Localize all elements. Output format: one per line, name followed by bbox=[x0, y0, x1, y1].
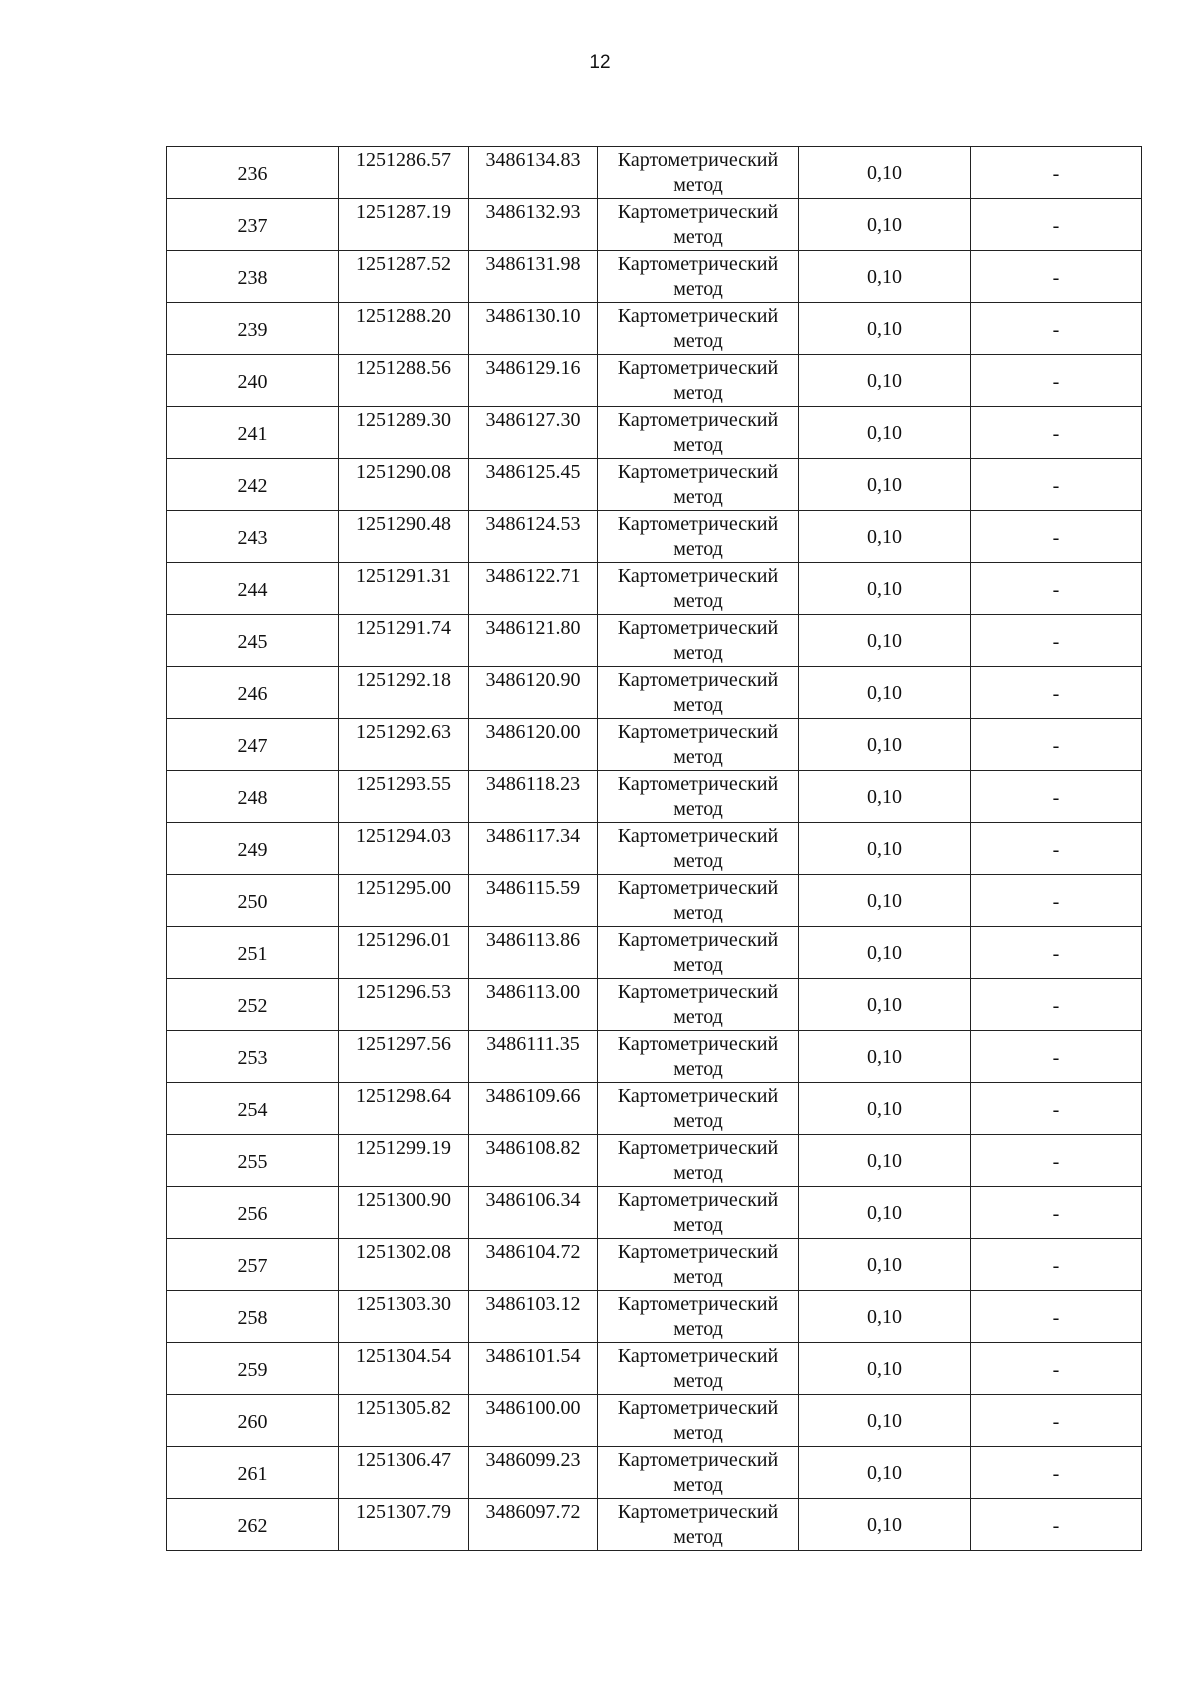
note-cell: - bbox=[971, 199, 1142, 251]
table-row bbox=[167, 875, 1142, 927]
method-line-1: Картометрический bbox=[617, 253, 779, 275]
note-cell: - bbox=[971, 615, 1142, 667]
method-line-1: Картометрический bbox=[617, 1189, 779, 1211]
point-number-cell: 251 bbox=[167, 927, 339, 979]
note-cell: - bbox=[971, 407, 1142, 459]
method-cell bbox=[598, 1395, 799, 1447]
note-cell: - bbox=[971, 719, 1142, 771]
x-coordinate-cell: 1251303.30 bbox=[339, 1291, 469, 1343]
accuracy-cell: 0,10 bbox=[799, 1395, 971, 1447]
y-coordinate-cell: 3486120.90 bbox=[469, 667, 598, 719]
table-row bbox=[167, 1499, 1142, 1551]
accuracy-cell: 0,10 bbox=[799, 147, 971, 199]
point-number-cell: 262 bbox=[167, 1499, 339, 1551]
y-coordinate-cell: 3486106.34 bbox=[469, 1187, 598, 1239]
table-row bbox=[167, 1031, 1142, 1083]
point-number-cell: 238 bbox=[167, 251, 339, 303]
note-cell: - bbox=[971, 303, 1142, 355]
x-coordinate-cell: 1251291.74 bbox=[339, 615, 469, 667]
method-line-2: метод bbox=[673, 1370, 723, 1392]
note-cell: - bbox=[971, 1291, 1142, 1343]
point-number-cell: 244 bbox=[167, 563, 339, 615]
y-coordinate-cell: 3486104.72 bbox=[469, 1239, 598, 1291]
method-line-2: метод bbox=[673, 174, 723, 196]
accuracy-cell: 0,10 bbox=[799, 1447, 971, 1499]
y-coordinate-cell: 3486121.80 bbox=[469, 615, 598, 667]
table-row bbox=[167, 303, 1142, 355]
point-number-cell: 258 bbox=[167, 1291, 339, 1343]
note-cell: - bbox=[971, 1083, 1142, 1135]
method-line-1: Картометрический bbox=[617, 1293, 779, 1315]
table-row bbox=[167, 1083, 1142, 1135]
method-line-2: метод bbox=[673, 902, 723, 924]
y-coordinate-cell: 3486101.54 bbox=[469, 1343, 598, 1395]
method-cell bbox=[598, 355, 799, 407]
x-coordinate-cell: 1251305.82 bbox=[339, 1395, 469, 1447]
method-line-2: метод bbox=[673, 1266, 723, 1288]
method-line-2: метод bbox=[673, 642, 723, 664]
method-cell bbox=[598, 1239, 799, 1291]
method-line-1: Картометрический bbox=[617, 825, 779, 847]
point-number-cell: 254 bbox=[167, 1083, 339, 1135]
x-coordinate-cell: 1251286.57 bbox=[339, 147, 469, 199]
x-coordinate-cell: 1251307.79 bbox=[339, 1499, 469, 1551]
method-line-1: Картометрический bbox=[617, 1033, 779, 1055]
y-coordinate-cell: 3486100.00 bbox=[469, 1395, 598, 1447]
table-row bbox=[167, 1239, 1142, 1291]
x-coordinate-cell: 1251290.48 bbox=[339, 511, 469, 563]
y-coordinate-cell: 3486099.23 bbox=[469, 1447, 598, 1499]
x-coordinate-cell: 1251291.31 bbox=[339, 563, 469, 615]
accuracy-cell: 0,10 bbox=[799, 355, 971, 407]
method-cell bbox=[598, 771, 799, 823]
method-line-2: метод bbox=[673, 850, 723, 872]
x-coordinate-cell: 1251287.19 bbox=[339, 199, 469, 251]
coordinates-table bbox=[166, 146, 1142, 1551]
table-row bbox=[167, 147, 1142, 199]
method-line-2: метод bbox=[673, 330, 723, 352]
method-line-2: метод bbox=[673, 278, 723, 300]
x-coordinate-cell: 1251296.01 bbox=[339, 927, 469, 979]
method-cell bbox=[598, 615, 799, 667]
method-line-1: Картометрический bbox=[617, 1449, 779, 1471]
x-coordinate-cell: 1251300.90 bbox=[339, 1187, 469, 1239]
note-cell: - bbox=[971, 251, 1142, 303]
note-cell: - bbox=[971, 1239, 1142, 1291]
method-cell bbox=[598, 1083, 799, 1135]
method-line-1: Картометрический bbox=[617, 201, 779, 223]
accuracy-cell: 0,10 bbox=[799, 407, 971, 459]
accuracy-cell: 0,10 bbox=[799, 1291, 971, 1343]
method-line-1: Картометрический bbox=[617, 721, 779, 743]
method-cell bbox=[598, 199, 799, 251]
method-cell bbox=[598, 823, 799, 875]
accuracy-cell: 0,10 bbox=[799, 823, 971, 875]
method-line-1: Картометрический bbox=[617, 1085, 779, 1107]
method-line-2: метод bbox=[673, 1474, 723, 1496]
accuracy-cell: 0,10 bbox=[799, 459, 971, 511]
note-cell: - bbox=[971, 667, 1142, 719]
point-number-cell: 249 bbox=[167, 823, 339, 875]
method-line-2: метод bbox=[673, 590, 723, 612]
x-coordinate-cell: 1251293.55 bbox=[339, 771, 469, 823]
accuracy-cell: 0,10 bbox=[799, 719, 971, 771]
note-cell: - bbox=[971, 1031, 1142, 1083]
x-coordinate-cell: 1251304.54 bbox=[339, 1343, 469, 1395]
point-number-cell: 261 bbox=[167, 1447, 339, 1499]
method-cell bbox=[598, 719, 799, 771]
y-coordinate-cell: 3486122.71 bbox=[469, 563, 598, 615]
x-coordinate-cell: 1251288.56 bbox=[339, 355, 469, 407]
y-coordinate-cell: 3486111.35 bbox=[469, 1031, 598, 1083]
y-coordinate-cell: 3486113.00 bbox=[469, 979, 598, 1031]
accuracy-cell: 0,10 bbox=[799, 1239, 971, 1291]
method-line-2: метод bbox=[673, 1214, 723, 1236]
accuracy-cell: 0,10 bbox=[799, 1343, 971, 1395]
note-cell: - bbox=[971, 355, 1142, 407]
x-coordinate-cell: 1251296.53 bbox=[339, 979, 469, 1031]
point-number-cell: 255 bbox=[167, 1135, 339, 1187]
x-coordinate-cell: 1251287.52 bbox=[339, 251, 469, 303]
method-line-2: метод bbox=[673, 1110, 723, 1132]
accuracy-cell: 0,10 bbox=[799, 563, 971, 615]
note-cell: - bbox=[971, 511, 1142, 563]
method-line-2: метод bbox=[673, 1058, 723, 1080]
method-cell bbox=[598, 147, 799, 199]
method-line-1: Картометрический bbox=[617, 305, 779, 327]
table-row bbox=[167, 459, 1142, 511]
point-number-cell: 256 bbox=[167, 1187, 339, 1239]
table-row bbox=[167, 823, 1142, 875]
method-line-1: Картометрический bbox=[617, 149, 779, 171]
point-number-cell: 252 bbox=[167, 979, 339, 1031]
accuracy-cell: 0,10 bbox=[799, 667, 971, 719]
method-cell bbox=[598, 1187, 799, 1239]
point-number-cell: 259 bbox=[167, 1343, 339, 1395]
method-line-1: Картометрический bbox=[617, 565, 779, 587]
x-coordinate-cell: 1251288.20 bbox=[339, 303, 469, 355]
point-number-cell: 243 bbox=[167, 511, 339, 563]
point-number-cell: 239 bbox=[167, 303, 339, 355]
y-coordinate-cell: 3486117.34 bbox=[469, 823, 598, 875]
method-cell bbox=[598, 251, 799, 303]
y-coordinate-cell: 3486127.30 bbox=[469, 407, 598, 459]
table-row bbox=[167, 199, 1142, 251]
coordinates-table-body bbox=[167, 147, 1142, 1551]
method-line-2: метод bbox=[673, 486, 723, 508]
point-number-cell: 237 bbox=[167, 199, 339, 251]
method-line-1: Картометрический bbox=[617, 357, 779, 379]
table-row bbox=[167, 1135, 1142, 1187]
table-row bbox=[167, 667, 1142, 719]
method-line-1: Картометрический bbox=[617, 1345, 779, 1367]
note-cell: - bbox=[971, 1499, 1142, 1551]
y-coordinate-cell: 3486124.53 bbox=[469, 511, 598, 563]
y-coordinate-cell: 3486130.10 bbox=[469, 303, 598, 355]
method-line-2: метод bbox=[673, 954, 723, 976]
point-number-cell: 250 bbox=[167, 875, 339, 927]
point-number-cell: 241 bbox=[167, 407, 339, 459]
point-number-cell: 257 bbox=[167, 1239, 339, 1291]
point-number-cell: 248 bbox=[167, 771, 339, 823]
method-cell bbox=[598, 667, 799, 719]
method-line-1: Картометрический bbox=[617, 1241, 779, 1263]
accuracy-cell: 0,10 bbox=[799, 1083, 971, 1135]
x-coordinate-cell: 1251297.56 bbox=[339, 1031, 469, 1083]
table-row bbox=[167, 355, 1142, 407]
method-line-2: метод bbox=[673, 1162, 723, 1184]
note-cell: - bbox=[971, 979, 1142, 1031]
method-cell bbox=[598, 407, 799, 459]
method-cell bbox=[598, 563, 799, 615]
table-row bbox=[167, 927, 1142, 979]
point-number-cell: 253 bbox=[167, 1031, 339, 1083]
note-cell: - bbox=[971, 927, 1142, 979]
method-line-1: Картометрический bbox=[617, 617, 779, 639]
method-line-1: Картометрический bbox=[617, 669, 779, 691]
x-coordinate-cell: 1251292.18 bbox=[339, 667, 469, 719]
point-number-cell: 242 bbox=[167, 459, 339, 511]
x-coordinate-cell: 1251290.08 bbox=[339, 459, 469, 511]
note-cell: - bbox=[971, 459, 1142, 511]
method-cell bbox=[598, 1031, 799, 1083]
table-row bbox=[167, 1395, 1142, 1447]
method-line-1: Картометрический bbox=[617, 1501, 779, 1523]
table-row bbox=[167, 251, 1142, 303]
x-coordinate-cell: 1251289.30 bbox=[339, 407, 469, 459]
y-coordinate-cell: 3486120.00 bbox=[469, 719, 598, 771]
point-number-cell: 236 bbox=[167, 147, 339, 199]
table-row bbox=[167, 511, 1142, 563]
x-coordinate-cell: 1251299.19 bbox=[339, 1135, 469, 1187]
table-row bbox=[167, 1343, 1142, 1395]
point-number-cell: 246 bbox=[167, 667, 339, 719]
method-cell bbox=[598, 511, 799, 563]
x-coordinate-cell: 1251298.64 bbox=[339, 1083, 469, 1135]
method-cell bbox=[598, 303, 799, 355]
method-line-2: метод bbox=[673, 434, 723, 456]
y-coordinate-cell: 3486109.66 bbox=[469, 1083, 598, 1135]
method-line-2: метод bbox=[673, 1526, 723, 1548]
accuracy-cell: 0,10 bbox=[799, 771, 971, 823]
note-cell: - bbox=[971, 1343, 1142, 1395]
accuracy-cell: 0,10 bbox=[799, 1031, 971, 1083]
method-line-1: Картометрический bbox=[617, 461, 779, 483]
accuracy-cell: 0,10 bbox=[799, 1187, 971, 1239]
method-line-2: метод bbox=[673, 538, 723, 560]
accuracy-cell: 0,10 bbox=[799, 1135, 971, 1187]
method-line-2: метод bbox=[673, 746, 723, 768]
note-cell: - bbox=[971, 1187, 1142, 1239]
method-line-2: метод bbox=[673, 1422, 723, 1444]
note-cell: - bbox=[971, 875, 1142, 927]
method-cell bbox=[598, 1447, 799, 1499]
point-number-cell: 245 bbox=[167, 615, 339, 667]
point-number-cell: 247 bbox=[167, 719, 339, 771]
x-coordinate-cell: 1251306.47 bbox=[339, 1447, 469, 1499]
accuracy-cell: 0,10 bbox=[799, 1499, 971, 1551]
accuracy-cell: 0,10 bbox=[799, 615, 971, 667]
x-coordinate-cell: 1251292.63 bbox=[339, 719, 469, 771]
table-row bbox=[167, 979, 1142, 1031]
table-row bbox=[167, 563, 1142, 615]
accuracy-cell: 0,10 bbox=[799, 979, 971, 1031]
y-coordinate-cell: 3486134.83 bbox=[469, 147, 598, 199]
method-line-2: метод bbox=[673, 1318, 723, 1340]
accuracy-cell: 0,10 bbox=[799, 511, 971, 563]
y-coordinate-cell: 3486131.98 bbox=[469, 251, 598, 303]
table-row bbox=[167, 1447, 1142, 1499]
method-cell bbox=[598, 459, 799, 511]
note-cell: - bbox=[971, 1395, 1142, 1447]
table-row bbox=[167, 719, 1142, 771]
note-cell: - bbox=[971, 823, 1142, 875]
table-row bbox=[167, 407, 1142, 459]
note-cell: - bbox=[971, 147, 1142, 199]
y-coordinate-cell: 3486115.59 bbox=[469, 875, 598, 927]
note-cell: - bbox=[971, 771, 1142, 823]
method-cell bbox=[598, 875, 799, 927]
note-cell: - bbox=[971, 563, 1142, 615]
method-cell bbox=[598, 979, 799, 1031]
method-line-1: Картометрический bbox=[617, 773, 779, 795]
x-coordinate-cell: 1251295.00 bbox=[339, 875, 469, 927]
y-coordinate-cell: 3486132.93 bbox=[469, 199, 598, 251]
x-coordinate-cell: 1251294.03 bbox=[339, 823, 469, 875]
method-line-1: Картометрический bbox=[617, 513, 779, 535]
note-cell: - bbox=[971, 1447, 1142, 1499]
y-coordinate-cell: 3486125.45 bbox=[469, 459, 598, 511]
accuracy-cell: 0,10 bbox=[799, 251, 971, 303]
method-cell bbox=[598, 1135, 799, 1187]
method-line-2: метод bbox=[673, 226, 723, 248]
point-number-cell: 240 bbox=[167, 355, 339, 407]
method-line-1: Картометрический bbox=[617, 409, 779, 431]
table-row bbox=[167, 1291, 1142, 1343]
x-coordinate-cell: 1251302.08 bbox=[339, 1239, 469, 1291]
y-coordinate-cell: 3486097.72 bbox=[469, 1499, 598, 1551]
method-line-1: Картометрический bbox=[617, 929, 779, 951]
accuracy-cell: 0,10 bbox=[799, 303, 971, 355]
table-row bbox=[167, 615, 1142, 667]
accuracy-cell: 0,10 bbox=[799, 875, 971, 927]
method-cell bbox=[598, 1499, 799, 1551]
method-line-2: метод bbox=[673, 798, 723, 820]
method-line-1: Картометрический bbox=[617, 1137, 779, 1159]
table-row bbox=[167, 1187, 1142, 1239]
note-cell: - bbox=[971, 1135, 1142, 1187]
point-number-cell: 260 bbox=[167, 1395, 339, 1447]
method-line-2: метод bbox=[673, 382, 723, 404]
page-number: 12 bbox=[589, 52, 611, 73]
method-line-1: Картометрический bbox=[617, 1397, 779, 1419]
y-coordinate-cell: 3486118.23 bbox=[469, 771, 598, 823]
y-coordinate-cell: 3486103.12 bbox=[469, 1291, 598, 1343]
method-cell bbox=[598, 1343, 799, 1395]
method-line-1: Картометрический bbox=[617, 877, 779, 899]
method-line-1: Картометрический bbox=[617, 981, 779, 1003]
y-coordinate-cell: 3486129.16 bbox=[469, 355, 598, 407]
method-line-2: метод bbox=[673, 1006, 723, 1028]
method-cell bbox=[598, 927, 799, 979]
accuracy-cell: 0,10 bbox=[799, 927, 971, 979]
y-coordinate-cell: 3486108.82 bbox=[469, 1135, 598, 1187]
method-line-2: метод bbox=[673, 694, 723, 716]
method-cell bbox=[598, 1291, 799, 1343]
table-row bbox=[167, 771, 1142, 823]
y-coordinate-cell: 3486113.86 bbox=[469, 927, 598, 979]
accuracy-cell: 0,10 bbox=[799, 199, 971, 251]
